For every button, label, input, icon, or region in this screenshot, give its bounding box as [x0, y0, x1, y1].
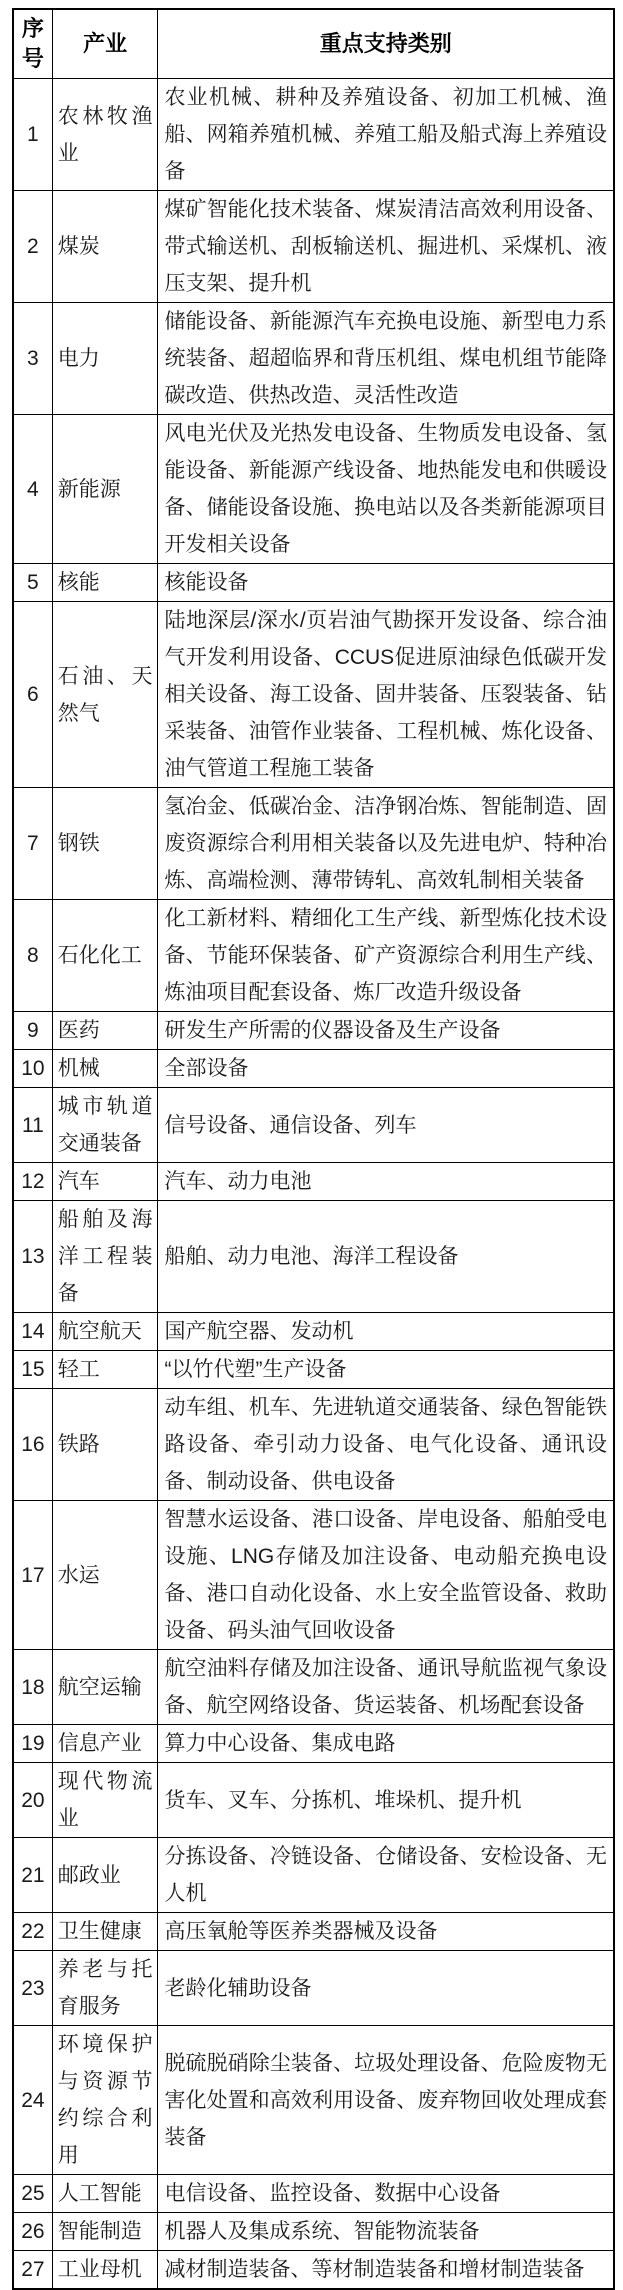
table-row	[13, 602, 614, 788]
industry-cell: 环境保护与资源节约综合利用	[52, 2026, 158, 2175]
table-row	[13, 1725, 614, 1763]
header-serial-number: 序号	[13, 9, 52, 79]
serial-number-cell: 10	[13, 1050, 52, 1088]
serial-number-cell: 3	[13, 303, 52, 415]
table-row	[13, 1389, 614, 1501]
industry-cell: 医药	[52, 1012, 158, 1050]
table-row	[13, 1838, 614, 1913]
categories-cell: 化工新材料、精细化工生产线、新型炼化技术设备、节能环保装备、矿产资源综合利用生产线、炼油项目配套设备、炼厂改造升级设备	[158, 900, 614, 1012]
serial-number-cell: 26	[13, 2213, 52, 2251]
serial-number-cell: 4	[13, 415, 52, 564]
serial-number-cell: 24	[13, 2026, 52, 2175]
serial-number-cell: 23	[13, 1951, 52, 2026]
table-row	[13, 1012, 614, 1050]
serial-number-cell: 25	[13, 2175, 52, 2213]
table-row	[13, 1951, 614, 2026]
table-row	[13, 191, 614, 303]
table-row	[13, 303, 614, 415]
categories-cell: 国产航空器、发动机	[158, 1313, 614, 1351]
categories-cell: 减材制造装备、等材制造装备和增材制造装备	[158, 2251, 614, 2290]
table-row	[13, 1050, 614, 1088]
categories-cell: 风电光伏及光热发电设备、生物质发电设备、氢能设备、新能源产线设备、地热能发电和供暖设备、储能设备设施、换电站以及各类新能源项目开发相关设备	[158, 415, 614, 564]
categories-cell: 电信设备、监控设备、数据中心设备	[158, 2175, 614, 2213]
categories-cell: 船舶、动力电池、海洋工程设备	[158, 1201, 614, 1313]
table-row	[13, 2175, 614, 2213]
table-body	[13, 79, 614, 2290]
serial-number-cell: 21	[13, 1838, 52, 1913]
table-row	[13, 1650, 614, 1725]
table-row	[13, 1163, 614, 1201]
serial-number-cell: 15	[13, 1351, 52, 1389]
industry-cell: 石油、天然气	[52, 602, 158, 788]
table-row	[13, 2251, 614, 2290]
categories-cell: 汽车、动力电池	[158, 1163, 614, 1201]
industry-cell: 新能源	[52, 415, 158, 564]
serial-number-cell: 22	[13, 1913, 52, 1951]
categories-cell: 高压氧舱等医养类器械及设备	[158, 1913, 614, 1951]
table-row	[13, 1501, 614, 1650]
serial-number-cell: 8	[13, 900, 52, 1012]
categories-cell: 信号设备、通信设备、列车	[158, 1088, 614, 1163]
industry-cell: 煤炭	[52, 191, 158, 303]
categories-cell: 农业机械、耕种及养殖设备、初加工机械、渔船、网箱养殖机械、养殖工船及船式海上养殖设备	[158, 79, 614, 191]
serial-number-cell: 1	[13, 79, 52, 191]
table-row	[13, 788, 614, 900]
industry-cell: 工业母机	[52, 2251, 158, 2290]
industry-cell: 机械	[52, 1050, 158, 1088]
categories-cell: 机器人及集成系统、智能物流装备	[158, 2213, 614, 2251]
table-row	[13, 79, 614, 191]
serial-number-cell: 12	[13, 1163, 52, 1201]
serial-number-cell: 11	[13, 1088, 52, 1163]
serial-number-cell: 18	[13, 1650, 52, 1725]
serial-number-cell: 7	[13, 788, 52, 900]
serial-number-cell: 19	[13, 1725, 52, 1763]
categories-cell: 算力中心设备、集成电路	[158, 1725, 614, 1763]
table-row	[13, 415, 614, 564]
categories-cell: 动车组、机车、先进轨道交通装备、绿色智能铁路设备、牵引动力设备、电气化设备、通讯设备、制动设备、供电设备	[158, 1389, 614, 1501]
table-row	[13, 1313, 614, 1351]
table-row	[13, 1088, 614, 1163]
categories-cell: 货车、叉车、分拣机、堆垛机、提升机	[158, 1763, 614, 1838]
table-row	[13, 564, 614, 602]
industry-cell: 卫生健康	[52, 1913, 158, 1951]
serial-number-cell: 5	[13, 564, 52, 602]
key-support-category-table	[12, 8, 615, 2290]
serial-number-cell: 6	[13, 602, 52, 788]
industry-cell: 航空运输	[52, 1650, 158, 1725]
industry-cell: 智能制造	[52, 2213, 158, 2251]
industry-cell: 轻工	[52, 1351, 158, 1389]
serial-number-cell: 13	[13, 1201, 52, 1313]
serial-number-cell: 16	[13, 1389, 52, 1501]
categories-cell: 老龄化辅助设备	[158, 1951, 614, 2026]
serial-number-cell: 27	[13, 2251, 52, 2290]
categories-cell: 全部设备	[158, 1050, 614, 1088]
industry-cell: 城市轨道交通装备	[52, 1088, 158, 1163]
industry-cell: 人工智能	[52, 2175, 158, 2213]
header-key-support-category: 重点支持类别	[158, 9, 614, 79]
industry-cell: 农林牧渔业	[52, 79, 158, 191]
industry-cell: 航空航天	[52, 1313, 158, 1351]
table-row	[13, 2026, 614, 2175]
serial-number-cell: 20	[13, 1763, 52, 1838]
table-row	[13, 1351, 614, 1389]
categories-cell: 智慧水运设备、港口设备、岸电设备、船舶受电设施、LNG存储及加注设备、电动船充换电设备、港口自动化设备、水上安全监管设备、救助设备、码头油气回收设备	[158, 1501, 614, 1650]
categories-cell: “以竹代塑”生产设备	[158, 1351, 614, 1389]
industry-cell: 水运	[52, 1501, 158, 1650]
industry-cell: 信息产业	[52, 1725, 158, 1763]
serial-number-cell: 2	[13, 191, 52, 303]
header-industry: 产业	[52, 9, 158, 79]
table-row	[13, 1913, 614, 1951]
categories-cell: 储能设备、新能源汽车充换电设施、新型电力系统装备、超超临界和背压机组、煤电机组节能降碳改造、供热改造、灵活性改造	[158, 303, 614, 415]
industry-cell: 铁路	[52, 1389, 158, 1501]
table-row	[13, 1763, 614, 1838]
categories-cell: 研发生产所需的仪器设备及生产设备	[158, 1012, 614, 1050]
categories-cell: 氢冶金、低碳冶金、洁净钢冶炼、智能制造、固废资源综合利用相关装备以及先进电炉、特种冶炼、高端检测、薄带铸轧、高效轧制相关装备	[158, 788, 614, 900]
industry-cell: 汽车	[52, 1163, 158, 1201]
industry-cell: 邮政业	[52, 1838, 158, 1913]
categories-cell: 分拣设备、冷链设备、仓储设备、安检设备、无人机	[158, 1838, 614, 1913]
industry-cell: 钢铁	[52, 788, 158, 900]
serial-number-cell: 9	[13, 1012, 52, 1050]
categories-cell: 航空油料存储及加注设备、通讯导航监视气象设备、航空网络设备、货运装备、机场配套设备	[158, 1650, 614, 1725]
categories-cell: 核能设备	[158, 564, 614, 602]
industry-cell: 电力	[52, 303, 158, 415]
serial-number-cell: 17	[13, 1501, 52, 1650]
categories-cell: 脱硫脱硝除尘装备、垃圾处理设备、危险废物无害化处置和高效利用设备、废弃物回收处理成套装备	[158, 2026, 614, 2175]
industry-cell: 核能	[52, 564, 158, 602]
table-row	[13, 2213, 614, 2251]
industry-cell: 养老与托育服务	[52, 1951, 158, 2026]
industry-cell: 现代物流业	[52, 1763, 158, 1838]
industry-cell: 石化化工	[52, 900, 158, 1012]
serial-number-cell: 14	[13, 1313, 52, 1351]
categories-cell: 煤矿智能化技术装备、煤炭清洁高效利用设备、带式输送机、刮板输送机、掘进机、采煤机、液压支架、提升机	[158, 191, 614, 303]
table-row	[13, 900, 614, 1012]
categories-cell: 陆地深层/深水/页岩油气勘探开发设备、综合油气开发利用设备、CCUS促进原油绿色低碳开发相关设备、海工设备、固井装备、压裂装备、钻采装备、油管作业装备、工程机械、炼化设备、油气管道工程施工装备	[158, 602, 614, 788]
table-header-row	[13, 9, 614, 79]
table-row	[13, 1201, 614, 1313]
industry-cell: 船舶及海洋工程装备	[52, 1201, 158, 1313]
